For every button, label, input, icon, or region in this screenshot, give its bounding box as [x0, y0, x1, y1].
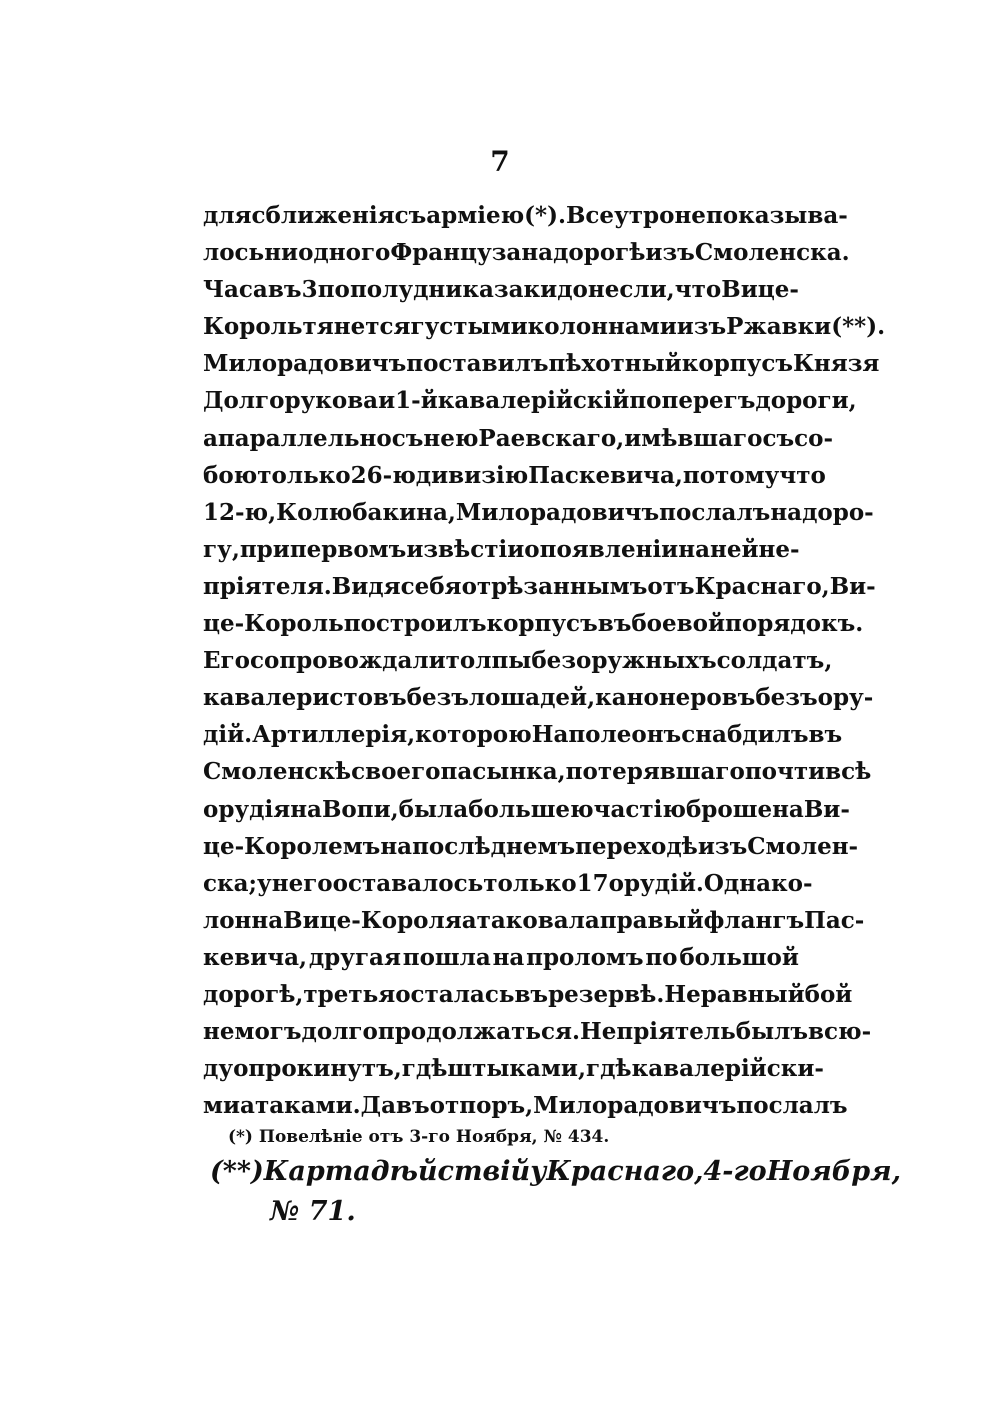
word: при — [239, 535, 290, 563]
word: Его — [203, 647, 250, 675]
word: на — [770, 498, 803, 526]
word: изъ — [676, 313, 727, 341]
text-line — [203, 420, 834, 457]
word: по — [317, 276, 350, 304]
word: въ — [808, 721, 843, 749]
word: ни — [264, 239, 299, 267]
word: на — [678, 535, 710, 563]
word: у — [530, 1156, 547, 1187]
word: кавалерійски- — [631, 1055, 824, 1083]
word: лось — [203, 239, 265, 267]
word: безъ — [755, 684, 818, 712]
word: поставилъ — [406, 350, 549, 378]
word: всѣ — [825, 758, 872, 786]
word: дивизію — [415, 461, 529, 489]
word: арміею — [426, 202, 525, 229]
word: ору- — [817, 684, 874, 712]
word: себя — [400, 572, 462, 600]
word: 4-го — [703, 1156, 767, 1187]
text-line — [203, 1013, 872, 1050]
word: кавалерійскій — [437, 387, 630, 415]
word: долго — [301, 1018, 378, 1046]
word: Артиллерія, — [252, 721, 416, 749]
word: послалъ — [736, 1092, 848, 1120]
word: изъ — [645, 239, 695, 267]
word: Ви- — [829, 572, 876, 600]
word: Ноября, — [766, 1156, 901, 1187]
word: своего — [351, 758, 441, 786]
word: - — [351, 906, 361, 934]
word: ска; — [203, 869, 258, 897]
word: большой — [679, 943, 799, 971]
word: имѣвшаго — [624, 424, 763, 452]
text-line — [203, 308, 886, 345]
word: другая — [308, 943, 401, 971]
word: пасынка, — [440, 758, 566, 786]
word: полудни — [349, 276, 463, 304]
word: проломъ — [526, 943, 644, 971]
word: атаками. — [240, 1092, 361, 1120]
word: ней — [710, 535, 759, 563]
word: былъ — [735, 1018, 808, 1046]
word: пошла — [402, 943, 491, 971]
word: Смолен- — [747, 832, 859, 860]
word: Француза — [390, 239, 522, 267]
word: на — [492, 943, 525, 971]
text-line — [203, 939, 799, 976]
word: (**). — [831, 313, 886, 341]
word: была — [398, 795, 469, 823]
word: штыками, — [447, 1055, 586, 1083]
text-line — [203, 605, 864, 642]
word: 12-ю, — [203, 498, 277, 526]
text-line — [203, 679, 874, 716]
word: це-Король — [203, 610, 344, 638]
word: со- — [794, 424, 834, 452]
word: казаки — [462, 276, 558, 304]
word: дорогѣ — [553, 239, 646, 267]
word: почти — [744, 758, 826, 786]
word: Князя — [793, 350, 880, 378]
footnote-2-line — [210, 1152, 901, 1192]
word: флангъ — [703, 906, 805, 934]
text-line — [203, 531, 799, 568]
word: резервѣ. — [548, 980, 665, 1008]
word: Вице — [283, 906, 352, 934]
word: только — [257, 461, 351, 489]
word: боевой — [631, 610, 726, 638]
word: Смоленска. — [694, 239, 850, 267]
footnote-2-continuation: № 71. — [270, 1196, 356, 1227]
word: дій. — [203, 721, 253, 749]
word: Все — [565, 202, 615, 229]
word: о — [524, 535, 540, 563]
word: орудій. — [608, 869, 704, 897]
word: третья — [303, 980, 396, 1008]
word: дороги, — [755, 387, 857, 415]
text-line — [203, 791, 850, 828]
word: не — [674, 202, 706, 229]
word: орудія — [203, 795, 291, 823]
text-line — [203, 753, 872, 790]
text-line — [203, 345, 880, 382]
word: съ — [762, 424, 795, 452]
word: тянется — [302, 313, 411, 341]
word: Долгорукова — [203, 387, 379, 415]
word: не- — [758, 535, 800, 563]
word: послалъ — [659, 498, 771, 526]
word: 3 — [301, 276, 318, 304]
word: что — [779, 461, 826, 489]
word: порядокъ. — [725, 610, 864, 638]
word: брошена — [685, 795, 804, 823]
word: безъ — [406, 684, 469, 712]
word: могъ — [234, 1018, 302, 1046]
word: ми — [203, 1092, 241, 1120]
text-line — [203, 457, 826, 494]
word: Милорадовичъ — [455, 498, 660, 526]
word: Смоленскѣ — [203, 758, 352, 786]
word: Неравный — [664, 980, 805, 1008]
text-line — [203, 197, 848, 234]
word: по — [645, 943, 678, 971]
word: доро- — [802, 498, 874, 526]
word: Милорадовичъ — [533, 1092, 737, 1120]
word: частію — [593, 795, 686, 823]
word: и — [378, 387, 396, 415]
word: солдатъ, — [716, 647, 833, 675]
word: изъ — [697, 832, 748, 860]
text-line — [203, 1087, 848, 1124]
word: лошадей, — [468, 684, 596, 712]
word: канонеровъ — [595, 684, 756, 712]
word: на — [380, 832, 413, 860]
word: появленіи — [539, 535, 679, 563]
word: дорогѣ, — [203, 980, 304, 1008]
word: извѣстіи — [406, 535, 525, 563]
word: у — [257, 869, 272, 897]
word: ду — [203, 1055, 234, 1083]
text-line — [203, 271, 799, 308]
word: сопровождали — [249, 647, 446, 675]
word: поперегъ — [629, 387, 756, 415]
word: большею — [468, 795, 594, 823]
text-line — [203, 234, 850, 271]
word: нею — [423, 424, 479, 452]
word: лонна — [203, 906, 284, 934]
word: правый — [599, 906, 704, 934]
text-line — [203, 828, 859, 865]
word: всю- — [808, 1018, 872, 1046]
text-line — [203, 1050, 824, 1087]
word: въ — [597, 610, 632, 638]
word: не — [203, 1018, 235, 1046]
word: Краснаго, — [694, 572, 830, 600]
word: ко- — [771, 869, 813, 897]
word: Милорадовичъ — [203, 350, 407, 378]
word: потерявшаго — [565, 758, 745, 786]
word: потому — [682, 461, 780, 489]
word: Вопи, — [321, 795, 399, 823]
word: первомъ — [289, 535, 407, 563]
text-line — [203, 494, 874, 531]
footnote-2 — [210, 1152, 901, 1232]
word: Короля — [360, 906, 462, 934]
word: которою — [415, 721, 532, 749]
word: Паскевича, — [528, 461, 683, 489]
word: це-Королемъ — [203, 832, 381, 860]
word: 26-ю — [350, 461, 416, 489]
word: Колюбакина, — [276, 498, 456, 526]
word: гдѣ — [586, 1055, 632, 1083]
word: гу, — [203, 535, 240, 563]
word: въ — [514, 980, 549, 1008]
word: показыва- — [705, 202, 848, 229]
word: (**) — [210, 1156, 264, 1187]
word: отъ — [647, 572, 695, 600]
word: утро — [614, 202, 675, 229]
word: 1-й — [395, 387, 438, 415]
word: на — [521, 239, 554, 267]
word: Непріятель — [580, 1018, 736, 1046]
text-line — [203, 568, 876, 605]
word: послѣднемъ — [412, 832, 576, 860]
word: Краснаго, — [546, 1156, 704, 1187]
word: Одна — [703, 869, 771, 897]
word: колоннами — [527, 313, 677, 341]
word: съ — [391, 424, 424, 452]
word: Пас- — [804, 906, 865, 934]
word: Ви- — [803, 795, 850, 823]
word: для — [203, 202, 252, 229]
word: Ржавки — [726, 313, 832, 341]
text-line — [203, 865, 813, 902]
word: переходѣ — [575, 832, 698, 860]
word: безоружныхъ — [531, 647, 717, 675]
text-line — [203, 642, 833, 679]
word: въ — [267, 276, 302, 304]
word: на — [290, 795, 322, 823]
text-line — [203, 902, 865, 939]
word: дѣйствій — [370, 1156, 531, 1187]
page-number: 7 — [490, 145, 510, 178]
word: Часа — [203, 276, 268, 304]
word: пріятеля. — [203, 572, 332, 600]
word: только — [483, 869, 577, 897]
word: построилъ — [343, 610, 487, 638]
word: Видя — [331, 572, 401, 600]
word: отпоръ, — [429, 1092, 534, 1120]
word: (*). — [524, 202, 566, 229]
word: кавалеристовъ — [203, 684, 407, 712]
word: гдѣ — [401, 1055, 448, 1083]
word: 17 — [576, 869, 609, 897]
word: бой — [804, 980, 853, 1008]
word: опрокинутъ, — [233, 1055, 402, 1083]
word: параллельно — [217, 424, 392, 452]
word: оставалось — [332, 869, 484, 897]
text-line — [203, 976, 853, 1013]
word: Наполеонъ — [531, 721, 682, 749]
body-text — [203, 197, 886, 1124]
text-line — [203, 716, 843, 753]
word: Давъ — [360, 1092, 430, 1120]
word: донесли, — [557, 276, 675, 304]
footnote-1: (*) Повелѣніе отъ 3-го Ноября, № 434. — [228, 1127, 610, 1147]
word: корпусъ — [681, 350, 793, 378]
word: а — [203, 424, 218, 452]
word: снабдилъ — [681, 721, 809, 749]
word: толпы — [445, 647, 532, 675]
word: отрѣзаннымъ — [461, 572, 648, 600]
word: Король — [203, 313, 303, 341]
word: кевича, — [203, 943, 308, 971]
word: пѣхотный — [548, 350, 682, 378]
word: Раевскаго, — [478, 424, 625, 452]
word: бою — [203, 461, 258, 489]
word: продолжаться. — [377, 1018, 580, 1046]
word: корпусъ — [486, 610, 598, 638]
word: атаковала — [461, 906, 600, 934]
word: Карта — [263, 1156, 371, 1187]
word: осталась — [395, 980, 515, 1008]
word: съ — [394, 202, 427, 229]
word: одного — [298, 239, 391, 267]
word: густыми — [410, 313, 528, 341]
word: что — [674, 276, 722, 304]
word: него — [271, 869, 333, 897]
text-line — [203, 382, 857, 419]
word: сближенія — [251, 202, 395, 229]
word: Вице- — [721, 276, 799, 304]
